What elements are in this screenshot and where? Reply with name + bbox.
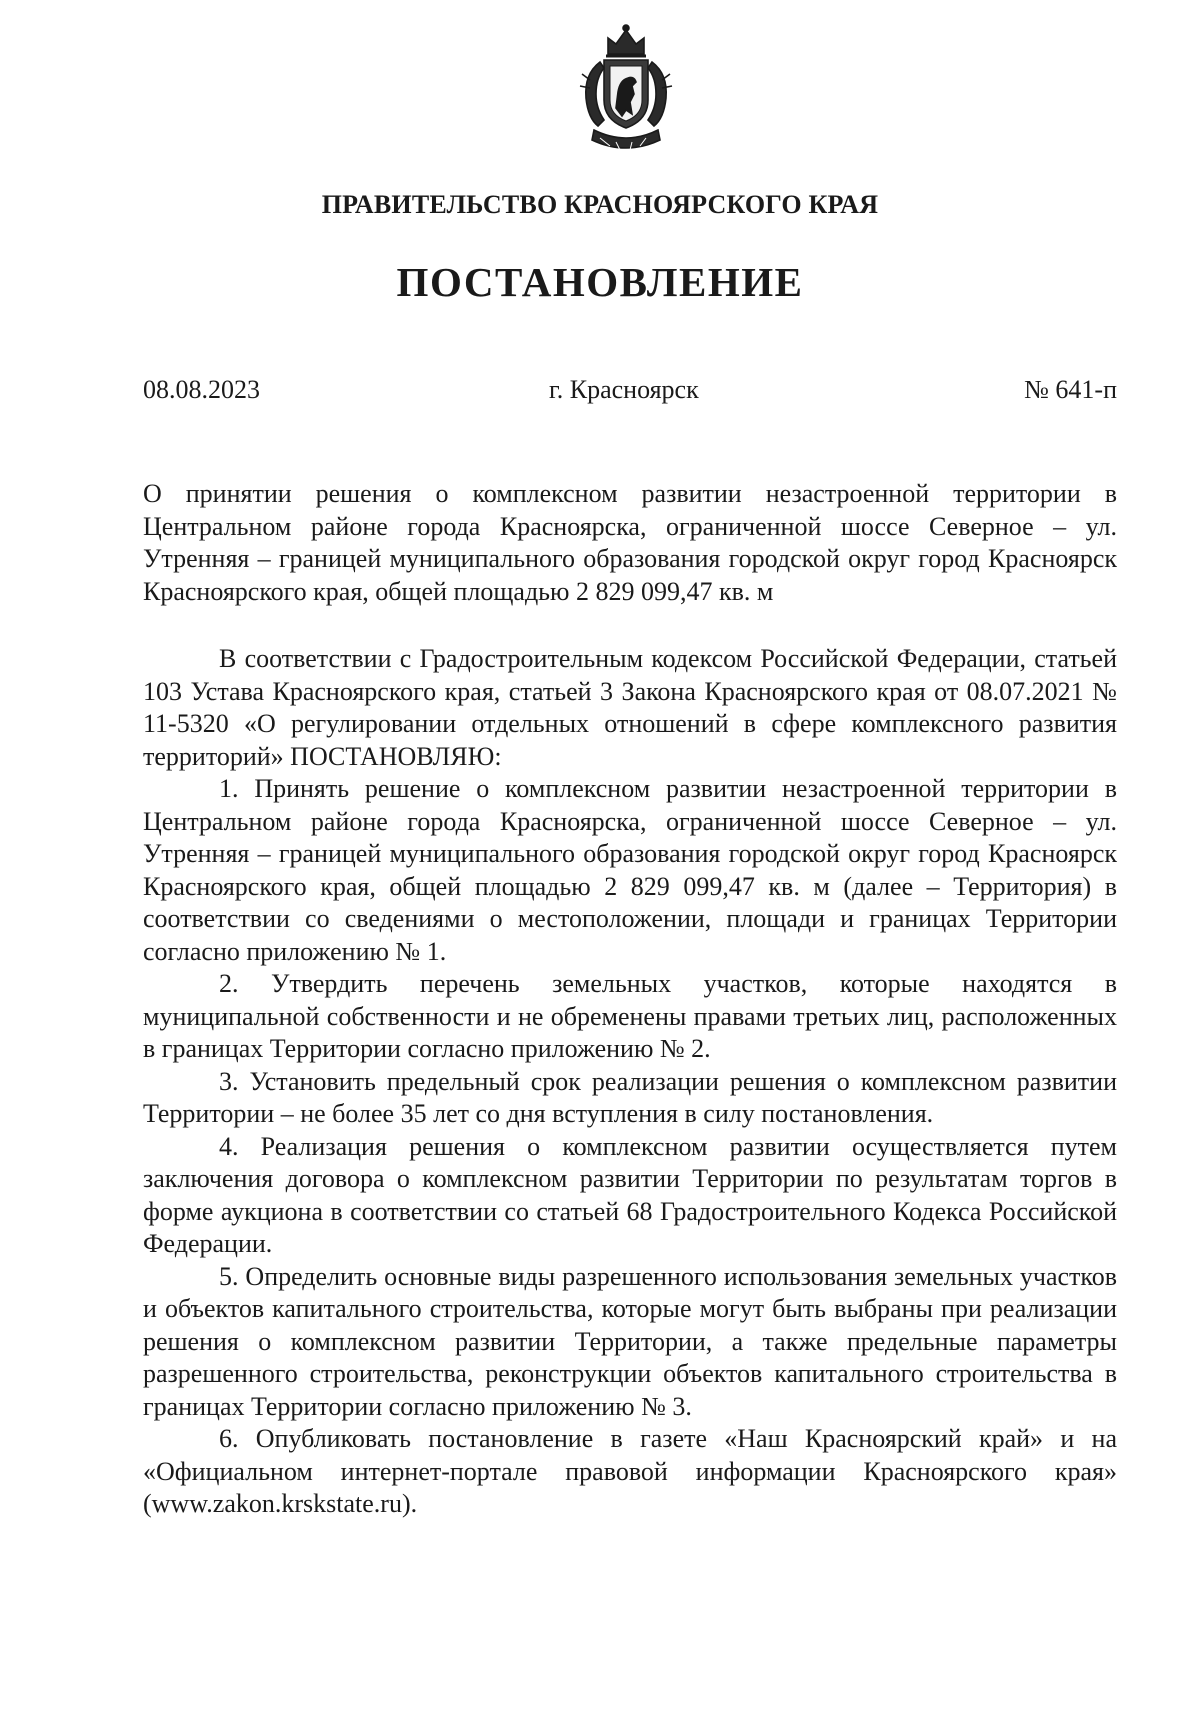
document-city: г. Красноярск bbox=[549, 375, 699, 404]
document-date: 08.08.2023 bbox=[143, 375, 260, 404]
government-title: ПРАВИТЕЛЬСТВО КРАСНОЯРСКОГО КРАЯ bbox=[321, 190, 879, 219]
body-paragraph-2: 2. Утвердить перечень земельных участков, которые находятся в муниципальной собственности и не обременены правами третьих лиц, расположенных в границах Территории согласно приложению № 2. bbox=[143, 969, 1117, 1063]
body-paragraph-1: 1. Принять решение о комплексном развитии незастроенной территории в Центральном районе города Красноярска, ограниченной шоссе Северное – ул. Утренняя – границей муниципального образования городской округ город Красноярск Красноярского края, общей площадью 2 829 099,47 кв. м (далее – Территория) в соответствии со сведениями о местоположении, площади и границах Территории согласно приложению № 1. bbox=[143, 774, 1117, 966]
document-type-heading: ПОСТАНОВЛЕНИЕ bbox=[396, 259, 804, 305]
document-body bbox=[143, 643, 1117, 1521]
body-paragraph-6: 6. Опубликовать постановление в газете «Наш Красноярский край» и на «Официальном интернет-портале правовой информации Красноярского края» (www.zakon.krskstate.ru). bbox=[143, 1424, 1117, 1518]
document-subject: О принятии решения о комплексном развитии незастроенной территории в Центральном районе города Красноярска, ограниченной шоссе Северное – ул. Утренняя – границей муниципального образования городской округ город Красноярск Красноярского края, общей площадью 2 829 099,47 кв. м bbox=[143, 479, 1117, 606]
document-number: № 641-п bbox=[1024, 375, 1117, 404]
krasnoyarsk-coat-of-arms-icon bbox=[570, 22, 682, 162]
body-paragraph-5: 5. Определить основные виды разрешенного использования земельных участков и объектов капитального строительства, которые могут быть выбраны при реализации решения о комплексном развитии Территории, а также предельные параметры разрешенного строительства, реконструкции объектов капитального строительства в границах Территории согласно приложению № 3. bbox=[143, 1261, 1117, 1421]
document-meta-row bbox=[143, 375, 1117, 409]
body-paragraph-preamble: В соответствии с Градостроительным кодексом Российской Федерации, статьей 103 Устава Красноярского края, статьей 3 Закона Красноярского края от 08.07.2021 № 11-5320 «О регулировании отдельных отношений в сфере комплексного развития территорий» ПОСТАНОВЛЯЮ: bbox=[143, 644, 1117, 771]
body-paragraph-3: 3. Установить предельный срок реализации решения о комплексном развитии Территории – не более 35 лет со дня вступления в силу постановления. bbox=[143, 1066, 1117, 1128]
body-paragraph-4: 4. Реализация решения о комплексном развитии осуществляется путем заключения договора о комплексном развитии Территории по результатам торгов в форме аукциона в соответствии со статьей 68 Градостроительного Кодекса Российской Федерации. bbox=[143, 1131, 1117, 1258]
